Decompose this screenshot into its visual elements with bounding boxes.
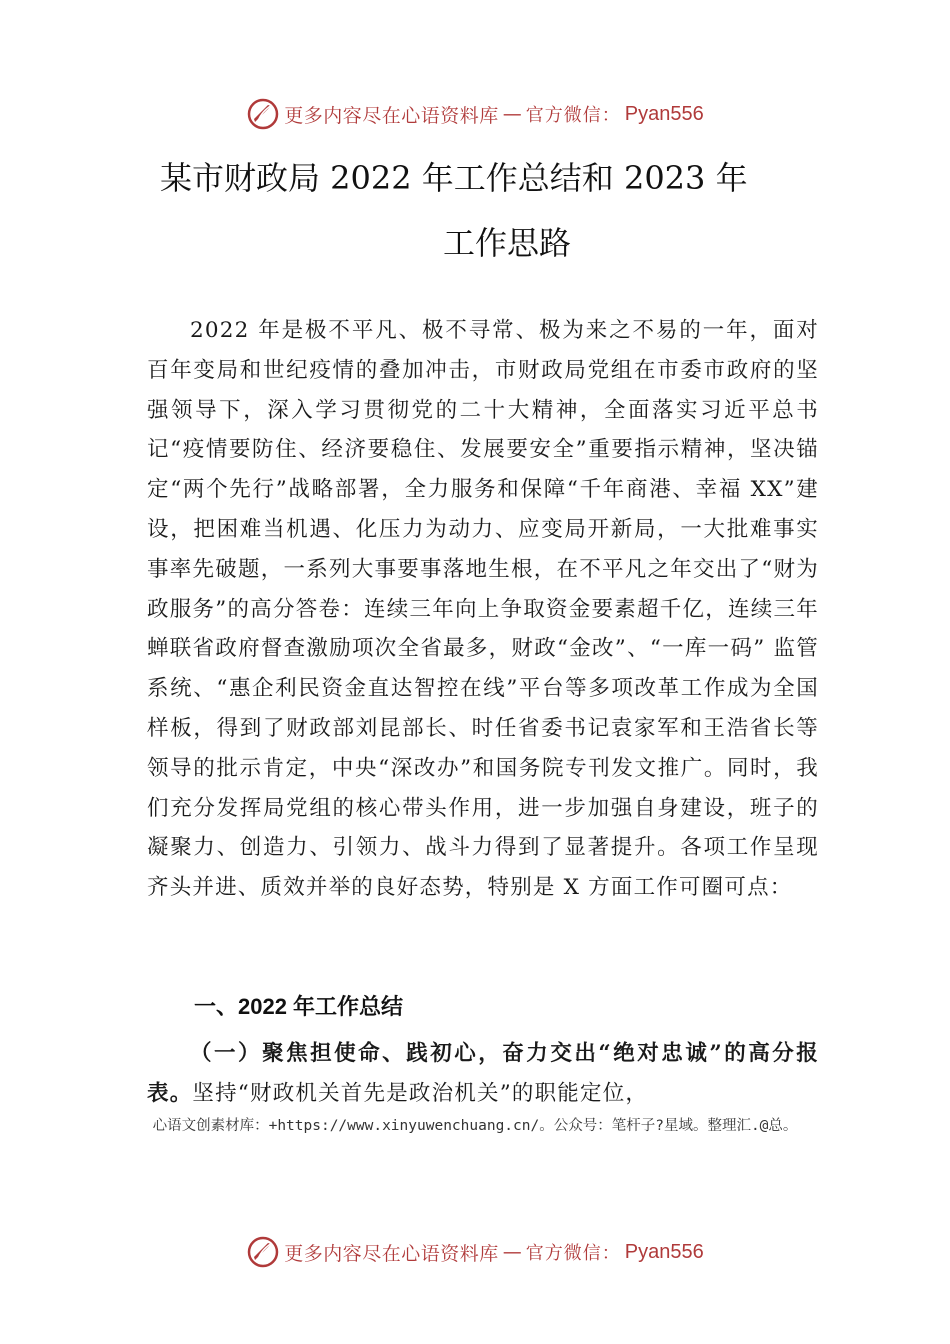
banner-text: 更多内容尽在心语资料库 [284, 104, 499, 127]
banner-text: 更多内容尽在心语资料库 [284, 1242, 499, 1265]
footer-banner [0, 1232, 950, 1272]
banner-separator: — [502, 103, 522, 125]
document-title-line2: 工作思路 [443, 224, 572, 262]
quill-seal-icon [246, 1235, 280, 1269]
banner-wechat-id: Pyan556 [624, 102, 704, 125]
quill-seal-icon [246, 97, 280, 131]
banner-separator: — [502, 1241, 522, 1263]
source-note: 心语文创素材库：+https://www.xinyuwenchuang.cn/。公众号：笔杆子?星域。整理汇.@总。 [152, 1118, 798, 1134]
banner-wechat-label: 官方微信： [525, 105, 621, 126]
paragraph-1: 2022 年是极不平凡、极不寻常、极为来之不易的一年，面对百年变局和世纪疫情的叠加冲击，市财政局党组在市委市政府的坚强领导下，深入学习贯彻党的二十大精神，全面落实习近平总书记“疫情要防住、经济要稳住、发展要安全”重要指示精神，坚决锚定“两个先行”战略部署，全力服务和保障“千年商港、幸福 XX”建设，把困难当机遇、化压力为动力、应变局开新局，一大批难事实事率先破题，一系列大事要事落地生根，在不平凡之年交出了“财为政服务”的高分答卷：连续三年向上争取资金要素超千亿，连续三年蝉联省政府督查激励项次全省最多，财政“金改”、“一库一码” 监管系统、“惠企利民资金直达智控在线”平台等多项改革工作成为全国样板，得到了财政部刘昆部长、时任省委书记袁家军和王浩省长等领导的批示肯定，中央“深改办”和国务院专刊发文推广。同时，我们充分发挥局党组的核心带头作用，进一步加强自身建设，班子的凝聚力、创造力、引领力、战斗力得到了显著提升。各项工作呈现齐头并进、质效并举的良好态势，特别是 X 方面工作可圈可点： [147, 318, 819, 901]
subsection-1 [147, 1034, 819, 1114]
subsection-1-title: （一）聚焦担使命、践初心，奋力交出“绝对忠诚”的高分报表。 [147, 1041, 819, 1106]
banner-wechat-id: Pyan556 [624, 1240, 704, 1263]
document-body [147, 311, 819, 908]
document-title-line1: 某市财政局 2022 年工作总结和 2023 年 [160, 159, 748, 197]
section-heading-1: 一、2022 年工作总结 [194, 994, 404, 1019]
header-banner [0, 94, 950, 134]
subsection-1-text: 坚持“财政机关首先是政治机关”的职能定位， [192, 1080, 649, 1106]
banner-wechat-label: 官方微信： [525, 1243, 621, 1264]
